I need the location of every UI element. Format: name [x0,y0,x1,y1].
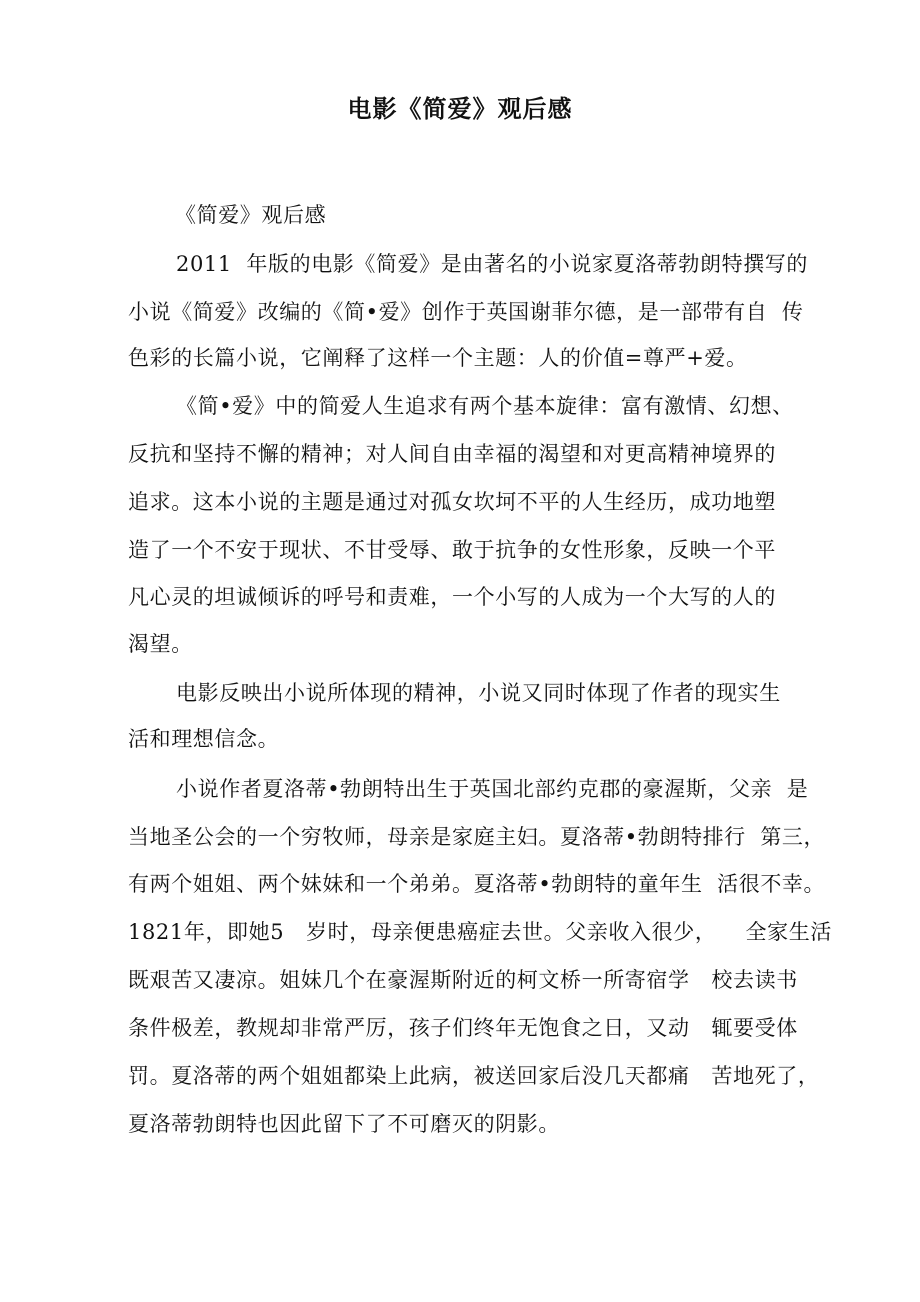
paragraph-4-line-6: 条件极差，教规却非常严厉，孩子们终年无饱食之日，又动 辄要受体 [128,1016,798,1040]
paragraph-4-line-5: 既艰苦又凄凉。姐妹几个在豪渥斯附近的柯文桥一所寄宿学 校去读书 [128,968,798,992]
paragraph-4-line-4: 1821年，即她5 岁时，母亲便患癌症去世。父亲收入很少， 全家生活 [128,920,832,944]
paragraph-3-line-1: 电影反映出小说所体现的精神，小说又同时体现了作者的现实生 [176,681,781,705]
paragraph-2-line-2: 反抗和坚持不懈的精神；对人间自由幸福的渴望和对更高精神境界的 [128,442,776,466]
paragraph-4-line-3: 有两个姐姐、两个妹妹和一个弟弟。夏洛蒂•勃朗特的童年生 活很不幸。 [128,872,826,896]
paragraph-4-line-7: 罚。夏洛蒂的两个姐姐都染上此病，被送回家后没几天都痛 苦地死了， [128,1064,820,1088]
paragraph-1-line-2: 小说《简爱》改编的《简•爱》创作于英国谢菲尔德，是一部带有自 传 [128,300,804,324]
paragraph-4-line-2: 当地圣公会的一个穷牧师，母亲是家庭主妇。夏洛蒂•勃朗特排行 第三， [128,825,826,849]
document-subtitle: 《简爱》观后感 [175,203,327,227]
paragraph-4-line-1: 小说作者夏洛蒂•勃朗特出生于英国北部约克郡的豪渥斯，父亲 是 [176,777,809,801]
paragraph-1-line-1: 2011 年版的电影《简爱》是由著名的小说家夏洛蒂勃朗特撰写的 [176,252,808,276]
paragraph-2-line-3: 追求。这本小说的主题是通过对孤女坎坷不平的人生经历，成功地塑 [128,490,776,514]
paragraph-2-line-1: 《简•爱》中的简爱人生追求有两个基本旋律：富有激情、幻想、 [176,394,794,418]
paragraph-2-line-5: 凡心灵的坦诚倾诉的呼号和责难，一个小写的人成为一个大写的人的 [128,585,776,609]
document-title: 电影《简爱》观后感 [347,95,573,123]
paragraph-2-line-4: 造了一个不安于现状、不甘受辱、敢于抗争的女性形象，反映一个平 [128,538,776,562]
paragraph-3-line-2: 活和理想信念。 [128,727,280,751]
paragraph-2-line-6: 渴望。 [128,632,193,656]
paragraph-4-line-8: 夏洛蒂勃朗特也因此留下了不可磨灭的阴影。 [128,1112,560,1136]
paragraph-1-line-3: 色彩的长篇小说，它阐释了这样一个主题：人的价值=尊严+爱。 [128,346,748,370]
